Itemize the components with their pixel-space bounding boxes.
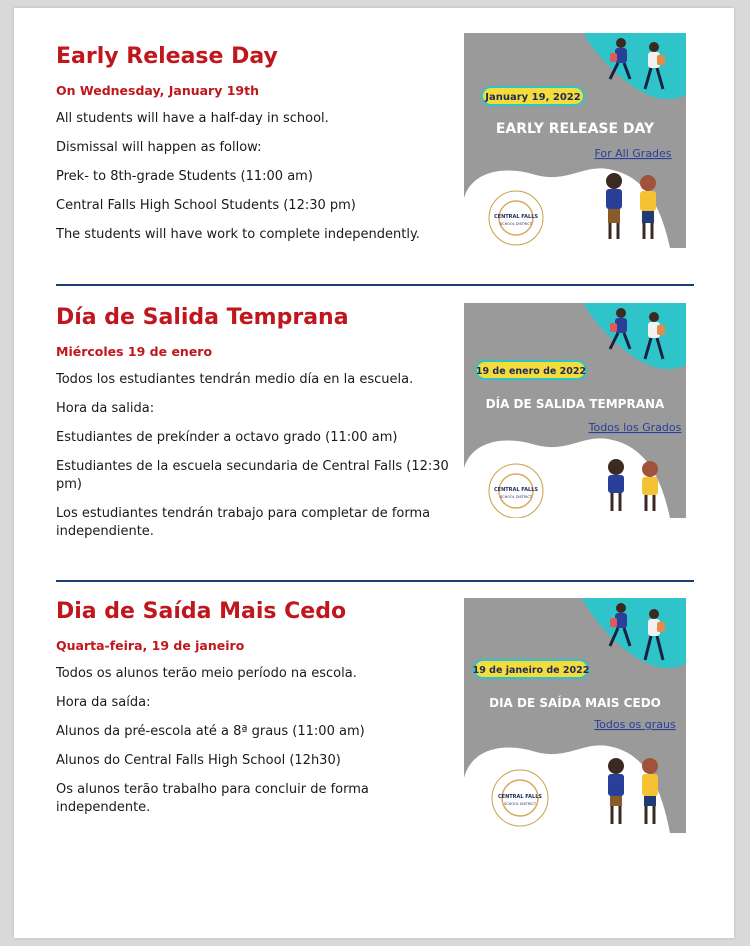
flyer-image-spanish <box>464 303 686 518</box>
section-date: On Wednesday, January 19th <box>56 83 259 98</box>
body-line: Estudiantes de la escuela secundaria de Central Falls (12:30 pm) <box>56 459 449 492</box>
flyer-headline: EARLY RELEASE DAY <box>495 121 655 137</box>
section-date: Quarta-feira, 19 de janeiro <box>56 638 245 653</box>
flyer-date-badge: 19 de enero de 2022 <box>475 366 587 377</box>
section-title: Día de Salida Temprana <box>56 305 349 330</box>
body-line: Hora da salida: <box>56 401 155 416</box>
flyer-image-english <box>464 33 686 248</box>
seal-label: CENTRAL FALLS <box>493 487 539 493</box>
body-line: Todos os alunos terão meio período na escola. <box>56 666 357 681</box>
body-line: Todos los estudiantes tendrán medio día en la escuela. <box>56 372 414 387</box>
seal-label: CENTRAL FALLS <box>497 794 543 800</box>
document-page <box>14 8 734 938</box>
seal-sublabel: SCHOOL DISTRICT <box>499 495 533 499</box>
district-seal <box>489 191 543 245</box>
body-line: Os alunos terão trabalho para concluir de forma independente. <box>56 782 369 815</box>
body-line: All students will have a half-day in school. <box>56 111 329 126</box>
body-line: Central Falls High School Students (12:30 pm) <box>56 198 356 213</box>
flyer-grades: Todos los Grados <box>588 421 682 434</box>
section-title: Early Release Day <box>56 44 278 69</box>
section-divider <box>56 580 694 582</box>
seal-sublabel: SCHOOL DISTRICT <box>503 802 537 806</box>
body-line: Dismissal will happen as follow: <box>56 140 262 155</box>
flyer-grades: For All Grades <box>594 147 672 160</box>
body-line: Prek- to 8th-grade Students (11:00 am) <box>56 169 313 184</box>
seal-sublabel: SCHOOL DISTRICT <box>499 222 533 226</box>
body-line: Alunos do Central Falls High School (12h30) <box>56 753 341 768</box>
district-seal <box>492 770 548 826</box>
body-line: Hora da saída: <box>56 695 151 710</box>
seal-label: CENTRAL FALLS <box>493 214 539 220</box>
flyer-headline: DÍA DE SALIDA TEMPRANA <box>485 397 665 411</box>
body-line: Estudiantes de prekínder a octavo grado (11:00 am) <box>56 430 398 445</box>
flyer-image-portuguese <box>464 598 686 833</box>
body-line: Los estudiantes tendrán trabajo para completar de forma independiente. <box>56 506 431 539</box>
flyer-headline: DIA DE SAÍDA MAIS CEDO <box>489 696 661 710</box>
section-divider <box>56 284 694 286</box>
body-line: The students will have work to complete independently. <box>56 227 420 242</box>
section-date: Miércoles 19 de enero <box>56 344 213 359</box>
flyer-date-badge: 19 de janeiro de 2022 <box>472 665 590 676</box>
section-title: Dia de Saída Mais Cedo <box>56 599 347 624</box>
flyer-date-badge: January 19, 2022 <box>485 92 581 103</box>
district-seal <box>489 464 543 518</box>
flyer-grades: Todos os graus <box>594 718 676 731</box>
body-line: Alunos da pré-escola até a 8ª graus (11:00 am) <box>56 724 365 739</box>
